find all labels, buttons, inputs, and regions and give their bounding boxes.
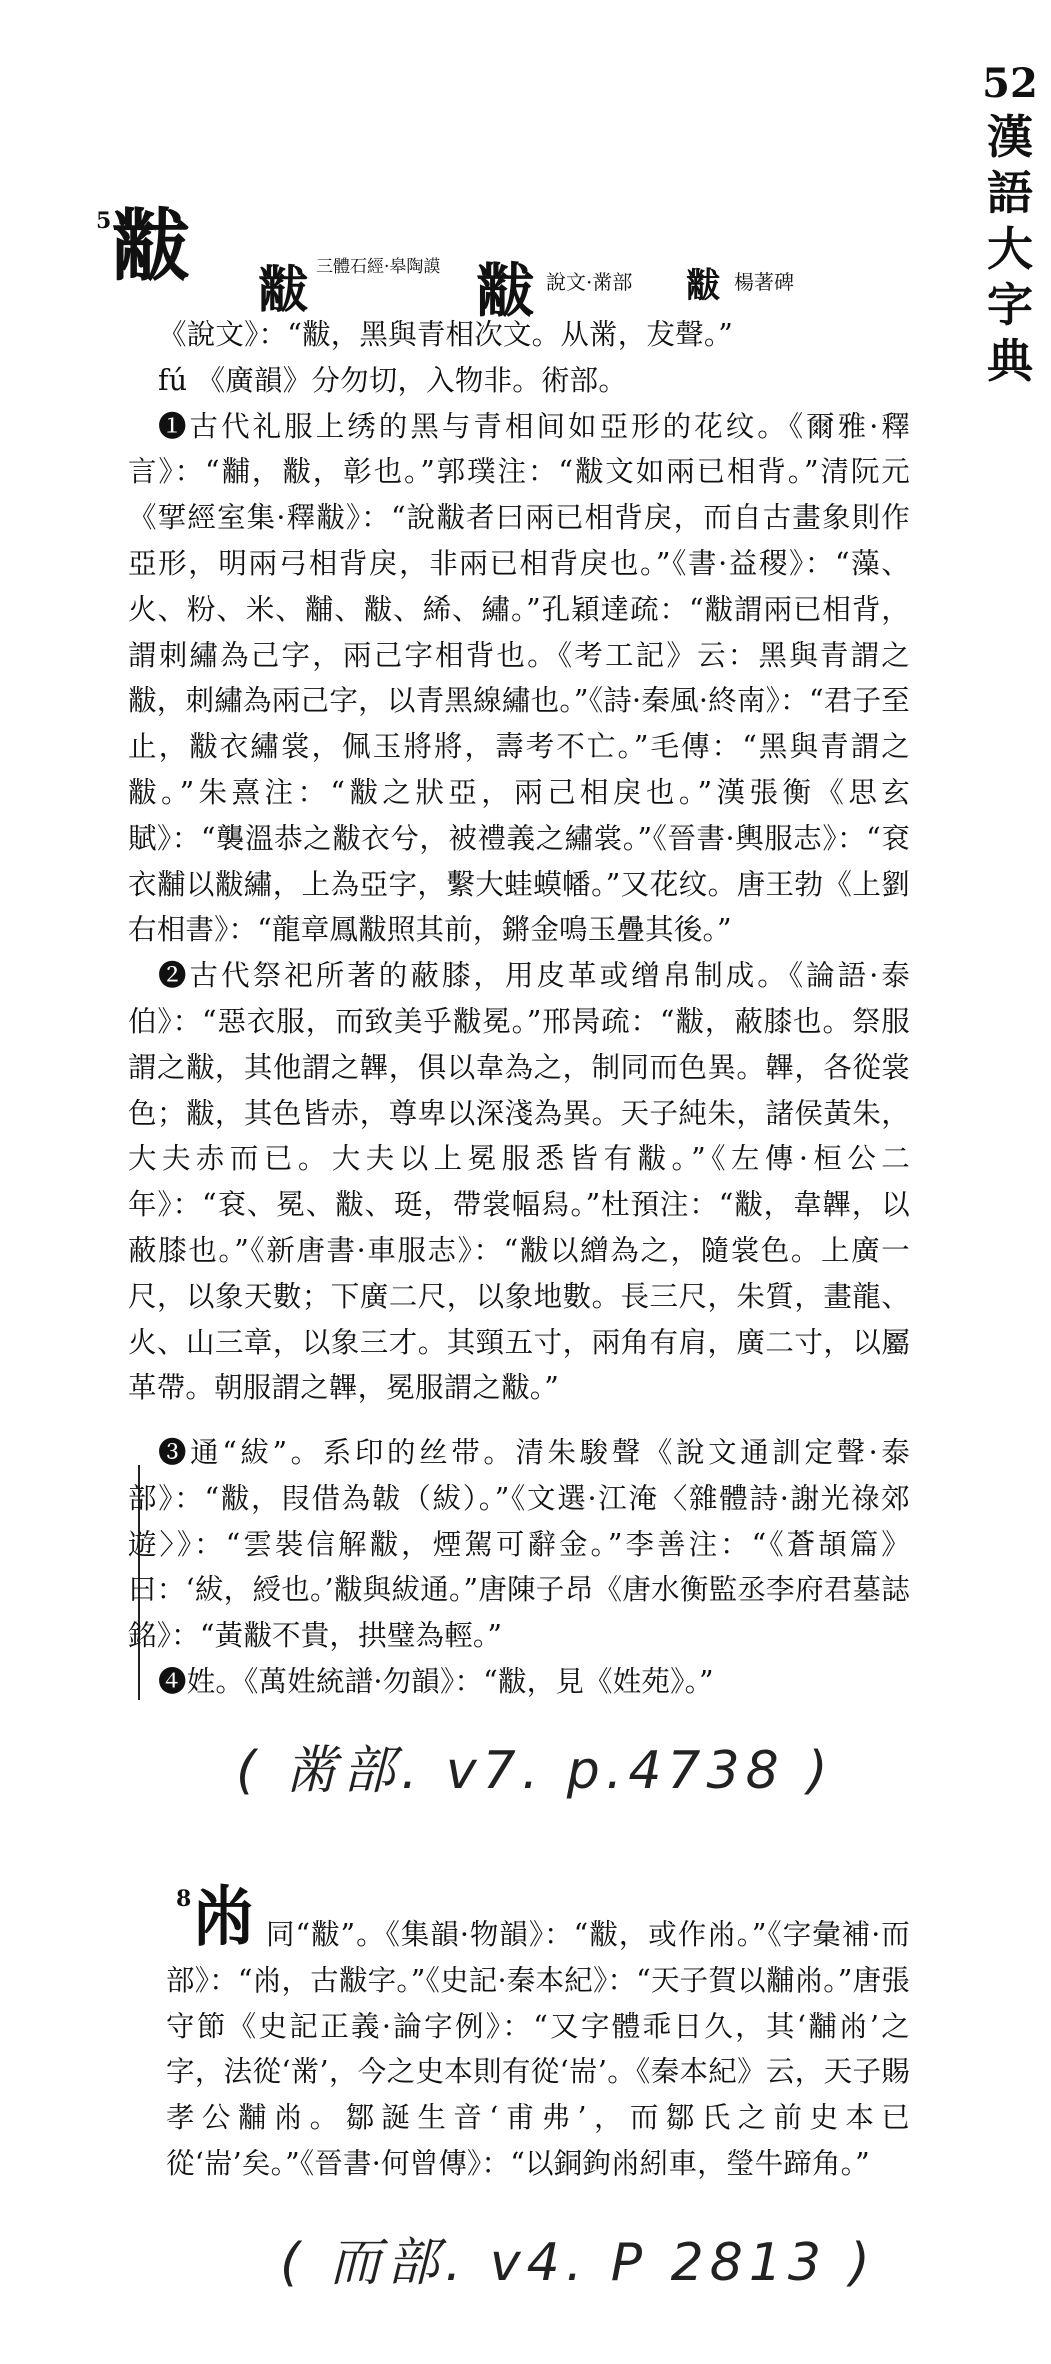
form-glyph: 黻 [476, 257, 535, 325]
entry2-body [166, 1912, 910, 2187]
entry1-headword-char: 黻 [111, 201, 190, 292]
definition-1: ❶古代礼服上绣的黑与青相间如亞形的花纹。《爾雅·釋言》：“黼，黻，彰也。”郭璞注：“黻文如兩已相背。”清阮元《揅經室集·釋黻》：“說黻者曰兩已相背戾，而自古畫象則作亞形，明兩弓相背戾，非兩已相背戾也。”《書·益稷》：“藻、火、粉、米、黼、黻、絺、繡。”孔穎達疏：“黻謂兩已相背，謂刺繡為己字，兩己字相背也。《考工記》云：黑與青謂之黻，刺繡為兩己字，以青黑線繡也。”《詩·秦風·終南》：“君子至止，黻衣繡裳，佩玉將將，壽考不亡。”毛傳：“黑與青謂之黻。”朱熹注：“黻之狀亞，兩己相戾也。”漢張衡《思玄賦》：“襲溫恭之黻衣兮，被禮義之繡裳。”《晉書·輿服志》：“袞衣黼以黻繡，上為亞字，繫大蛙蟆幡。”又花纹。唐王勃《上劉右相書》：“龍章鳳黻照其前，鏘金鳴玉疊其後。” [128, 409, 910, 947]
form-glyph: 黻 [258, 260, 308, 319]
entry2-index: 8 [176, 1886, 192, 1912]
entry2-definition: 同“黻”。《集韻·物韻》：“黻，或作㡀。”《字彙補·而部》：“㡀，古黻字。”《史記·秦本紀》：“天子賀以黼㡀。”唐張守節《史記正義·論字例》：“又字體乖日久，其‘黼㡀’之字，法從‘黹’，今之史本則有從‘耑’。《秦本紀》云，天子賜孝公黼㡀。鄒誕生音‘甫弗’，而鄒氏之前史本已從‘耑’矣。”《晉書·何曾傳》：“以銅鉤㡀紖車，瑩牛蹄角。” [166, 1918, 910, 2180]
form-variant-3 [686, 258, 720, 307]
entry1-index: 5 [96, 208, 112, 234]
entry2-headword-char: 㡀 [191, 1880, 256, 1955]
definition-4: ❹姓。《萬姓統譜·勿韻》：“黻，見《姓苑》。” [158, 1664, 714, 1698]
definition-2: ❷古代祭祀所著的蔽膝，用皮革或缯帛制成。《論語·泰伯》：“惡衣服，而致美乎黻冕。”邢昺疏：“黻，蔽膝也。祭服謂之黻，其他謂之韠，俱以韋為之，制同而色異。韠，各從裳色；黻，其色皆赤，尊卑以深淺為異。天子純朱，諸侯黃朱，大夫赤而已。大夫以上冕服悉皆有黻。”《左傳·桓公二年》：“袞、冕、黻、珽，帶裳幅舄。”杜預注：“黻，韋韠，以蔽膝也。”《新唐書·車服志》：“黻以繒為之，隨裳色。上廣一尺，以象天數；下廣二尺，以象地數。長三尺，朱質，畫龍、火、山三章，以象三才。其頸五寸，兩角有肩，廣二寸，以屬革帶。朝服謂之韠，冕服謂之黻。” [128, 959, 910, 1405]
page-number: 52 [982, 60, 1038, 107]
form-source-1: 三體石經·皋陶謨 [316, 257, 441, 277]
definition-3: ❸通“紱”。系印的丝带。清朱駿聲《說文通訓定聲·泰部》：“黻，叚借為韍（紱）。”《文選·江淹〈雜體詩·謝光祿郊遊〉》：“雲裝信解黻，煙駕可辭金。”李善注：“《蒼頡篇》曰：‘紱，綬也。’黻與紱通。”唐陳子昂《唐水衡監丞李府君墓誌銘》：“黃黻不貴，拱璧為輕。” [128, 1436, 910, 1653]
handwritten-note-1: ( 黹部. v7. p.4738 ) [236, 1741, 834, 1801]
pronunciation-line: fú 《廣韻》分勿切，入物非。術部。 [158, 363, 628, 397]
dictionary-title: 漢語大字典 [987, 109, 1033, 389]
form-glyph: 黻 [686, 266, 720, 306]
form-source-3: 楊著碑 [734, 270, 794, 294]
entry1-body-continued [128, 1430, 910, 1705]
entry1-headword [96, 201, 190, 292]
handwritten-note-2: ( 而部. v4. P 2813 ) [280, 2233, 876, 2293]
form-source-2: 說文·黹部 [546, 270, 633, 294]
dictionary-side-label [975, 60, 1045, 389]
etymology-line: 《說文》：“黻，黑與青相次文。从黹，犮聲。” [158, 318, 734, 351]
entry1-body [128, 312, 910, 1411]
